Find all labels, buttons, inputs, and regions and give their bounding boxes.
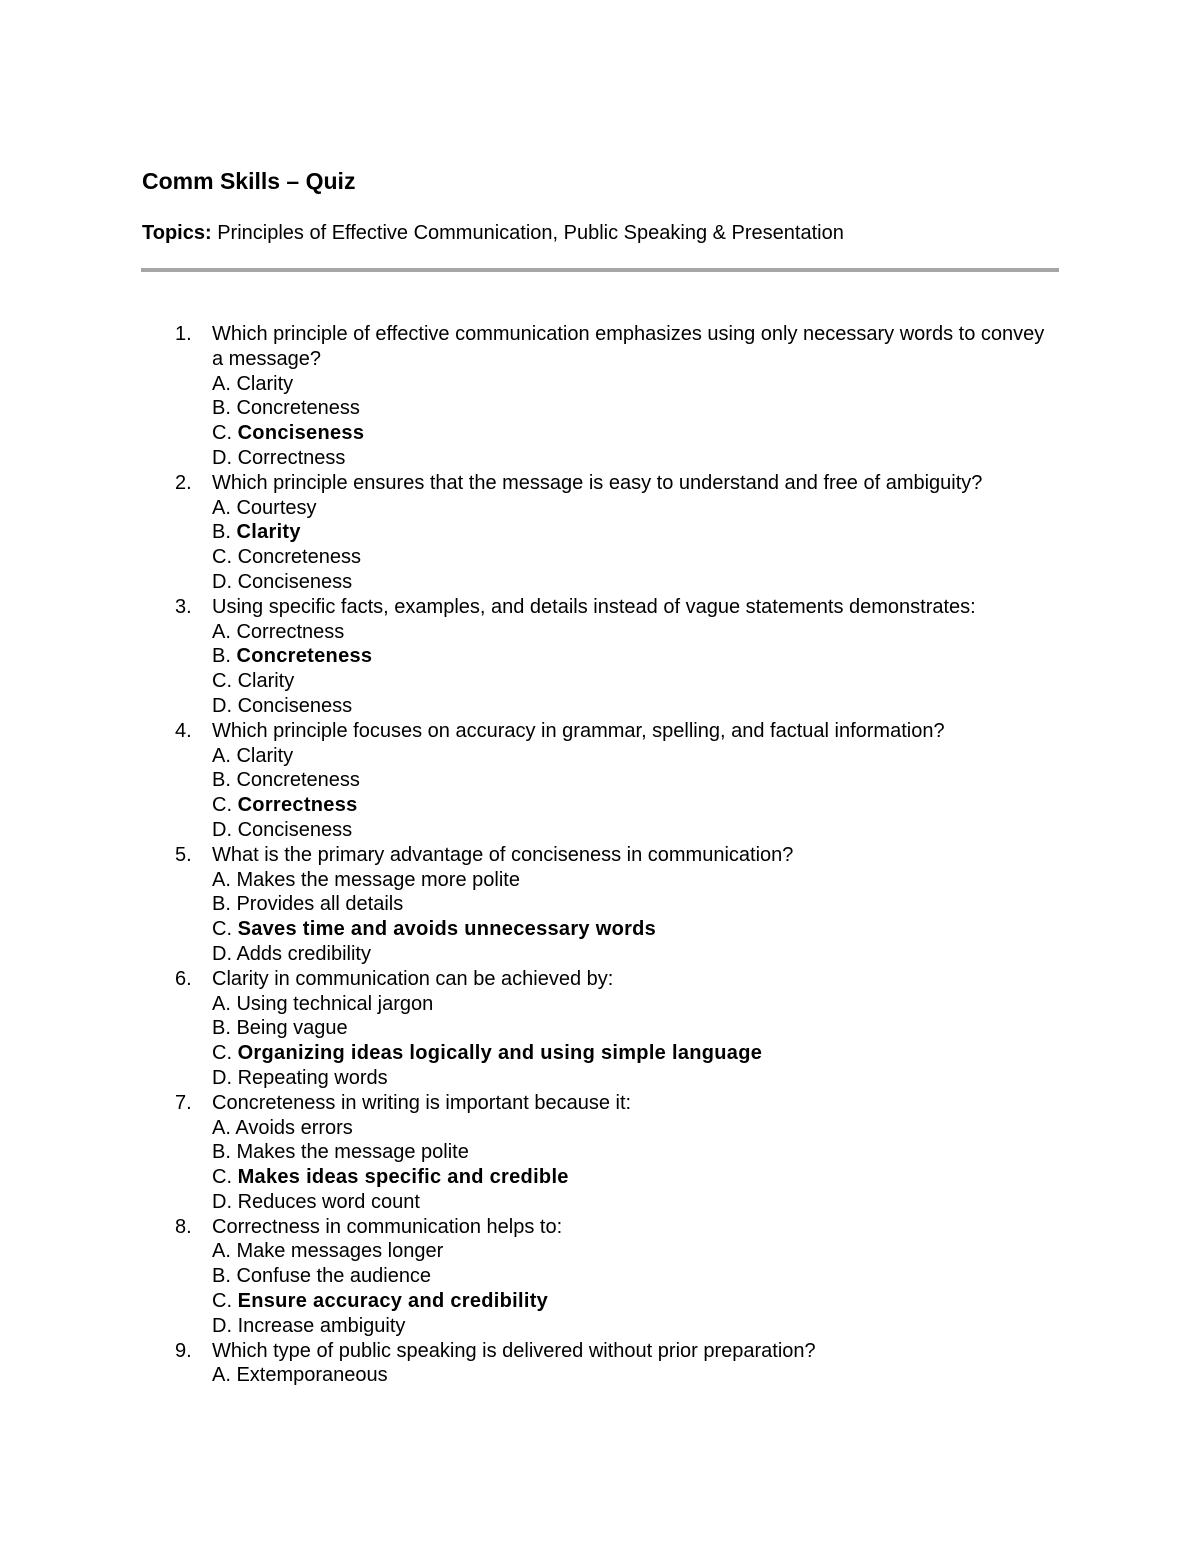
option-text: Reduces word count bbox=[237, 1190, 420, 1213]
answer-option-correct bbox=[212, 1041, 1050, 1066]
option-text: Confuse the audience bbox=[236, 1265, 432, 1288]
option-text: Provides all details bbox=[236, 893, 404, 916]
option-text: Ensure accuracy and credibility bbox=[237, 1290, 549, 1313]
question-item bbox=[0, 1215, 1200, 1339]
option-text: Makes ideas specific and credible bbox=[237, 1166, 569, 1189]
option-letter: B. bbox=[212, 1141, 231, 1164]
answer-option-correct bbox=[212, 1289, 1050, 1314]
answer-option bbox=[212, 942, 1050, 967]
answer-option bbox=[212, 1016, 1050, 1041]
answer-option bbox=[212, 892, 1050, 917]
answer-option-correct bbox=[212, 421, 1050, 446]
option-letter: D. bbox=[212, 942, 232, 965]
answer-option-correct bbox=[212, 793, 1050, 818]
question-number: 5. bbox=[175, 843, 192, 866]
option-text: Increase ambiguity bbox=[237, 1314, 406, 1337]
option-letter: B. bbox=[212, 1265, 231, 1288]
option-letter: B. bbox=[212, 1017, 231, 1040]
option-text: Correctness bbox=[236, 620, 345, 643]
question-number: 8. bbox=[175, 1215, 192, 1238]
option-text: Being vague bbox=[236, 1017, 348, 1040]
question-item bbox=[0, 595, 1200, 719]
option-letter: A. bbox=[212, 496, 231, 519]
topics-label: Topics: bbox=[142, 222, 212, 244]
answer-option bbox=[212, 1239, 1050, 1264]
answer-option bbox=[212, 768, 1050, 793]
option-letter: A. bbox=[212, 868, 231, 891]
answer-option bbox=[212, 744, 1050, 769]
option-letter: B. bbox=[212, 893, 231, 916]
option-text: Conciseness bbox=[237, 694, 353, 717]
option-letter: A. bbox=[212, 1364, 231, 1387]
option-letter: C. bbox=[212, 422, 232, 445]
topics-line bbox=[142, 222, 844, 245]
answer-option-correct bbox=[212, 644, 1050, 669]
option-text: Clarity bbox=[237, 670, 295, 693]
horizontal-divider bbox=[141, 268, 1059, 272]
option-text: Clarity bbox=[236, 372, 294, 395]
answer-option bbox=[212, 818, 1050, 843]
answer-option bbox=[212, 868, 1050, 893]
answer-option bbox=[212, 620, 1050, 645]
option-letter: B. bbox=[212, 645, 231, 668]
option-letter: D. bbox=[212, 570, 232, 593]
option-text: Concreteness bbox=[236, 397, 360, 420]
question-number: 6. bbox=[175, 967, 192, 990]
question-item bbox=[0, 843, 1200, 967]
option-letter: D. bbox=[212, 1190, 232, 1213]
answer-option bbox=[212, 396, 1050, 421]
answer-option bbox=[212, 669, 1050, 694]
topics-value: Principles of Effective Communication, Public Speaking & Presentation bbox=[211, 222, 844, 244]
option-text: Concreteness bbox=[236, 645, 373, 668]
option-text: Extemporaneous bbox=[236, 1364, 388, 1387]
answer-option bbox=[212, 1066, 1050, 1091]
option-text: Conciseness bbox=[237, 422, 365, 445]
question-item bbox=[0, 719, 1200, 843]
option-letter: A. bbox=[212, 372, 231, 395]
question-item bbox=[0, 1339, 1200, 1389]
option-letter: D. bbox=[212, 1066, 232, 1089]
option-text: Correctness bbox=[237, 794, 358, 817]
option-letter: C. bbox=[212, 1042, 232, 1065]
answer-option-correct bbox=[212, 1165, 1050, 1190]
answer-option bbox=[212, 992, 1050, 1017]
question-number: 3. bbox=[175, 595, 192, 618]
question-number: 2. bbox=[175, 471, 192, 494]
option-text: Conciseness bbox=[237, 570, 353, 593]
option-text: Using technical jargon bbox=[236, 992, 434, 1015]
question-text: Which principle focuses on accuracy in grammar, spelling, and factual information? bbox=[212, 719, 945, 742]
question-item bbox=[0, 1091, 1200, 1215]
answer-option-correct bbox=[212, 917, 1050, 942]
option-letter: A. bbox=[212, 620, 231, 643]
option-letter: B. bbox=[212, 769, 231, 792]
option-text: Saves time and avoids unnecessary words bbox=[237, 918, 657, 941]
option-text: Clarity bbox=[236, 521, 301, 544]
question-text: Clarity in communication can be achieved by: bbox=[212, 967, 614, 990]
question-text: What is the primary advantage of conciseness in communication? bbox=[212, 843, 794, 866]
answer-option bbox=[212, 694, 1050, 719]
option-text: Organizing ideas logically and using simple language bbox=[237, 1042, 763, 1065]
option-text: Courtesy bbox=[236, 496, 317, 519]
option-letter: A. bbox=[212, 1240, 231, 1263]
option-letter: C. bbox=[212, 546, 232, 569]
option-letter: C. bbox=[212, 1166, 232, 1189]
option-text: Make messages longer bbox=[236, 1240, 444, 1263]
option-text: Concreteness bbox=[236, 769, 360, 792]
option-letter: A. bbox=[212, 1116, 231, 1139]
option-letter: C. bbox=[212, 794, 232, 817]
answer-option bbox=[212, 1140, 1050, 1165]
option-letter: A. bbox=[212, 744, 231, 767]
question-number: 7. bbox=[175, 1091, 192, 1114]
answer-option bbox=[212, 1264, 1050, 1289]
answer-option bbox=[212, 545, 1050, 570]
answer-option bbox=[212, 1116, 1050, 1141]
question-text: Correctness in communication helps to: bbox=[212, 1215, 563, 1238]
option-text: Makes the message more polite bbox=[236, 868, 520, 891]
option-letter: C. bbox=[212, 1290, 232, 1313]
option-text: Clarity bbox=[236, 744, 294, 767]
question-text: Using specific facts, examples, and details instead of vague statements demonstrates: bbox=[212, 595, 976, 618]
question-number: 4. bbox=[175, 719, 192, 742]
question-text: Concreteness in writing is important because it: bbox=[212, 1091, 632, 1114]
option-letter: B. bbox=[212, 521, 231, 544]
answer-option bbox=[212, 570, 1050, 595]
option-letter: A. bbox=[212, 992, 231, 1015]
question-number: 9. bbox=[175, 1339, 192, 1362]
option-letter: B. bbox=[212, 397, 231, 420]
question-item bbox=[0, 967, 1200, 1091]
answer-option bbox=[212, 1363, 1050, 1388]
question-item bbox=[0, 471, 1200, 595]
question-text: Which principle ensures that the message is easy to understand and free of ambiguity? bbox=[212, 471, 983, 494]
question-text: Which type of public speaking is delivered without prior preparation? bbox=[212, 1339, 816, 1362]
option-letter: D. bbox=[212, 446, 232, 469]
page-title: Comm Skills – Quiz bbox=[142, 168, 356, 194]
question-text: Which principle of effective communication emphasizes using only necessary words to convey a message? bbox=[212, 323, 1045, 370]
answer-option bbox=[212, 372, 1050, 397]
option-letter: D. bbox=[212, 694, 232, 717]
option-letter: D. bbox=[212, 1314, 232, 1337]
option-text: Repeating words bbox=[237, 1066, 388, 1089]
option-text: Correctness bbox=[237, 446, 346, 469]
question-item bbox=[0, 322, 1200, 471]
answer-option bbox=[212, 496, 1050, 521]
answer-option bbox=[212, 446, 1050, 471]
answer-option-correct bbox=[212, 520, 1050, 545]
option-text: Adds credibility bbox=[236, 942, 371, 965]
option-letter: C. bbox=[212, 670, 232, 693]
question-list bbox=[0, 322, 1200, 1388]
option-text: Makes the message polite bbox=[236, 1141, 469, 1164]
option-text: Conciseness bbox=[237, 818, 353, 841]
option-text: Avoids errors bbox=[235, 1116, 353, 1139]
option-letter: D. bbox=[212, 818, 232, 841]
question-number: 1. bbox=[175, 323, 192, 345]
answer-option bbox=[212, 1190, 1050, 1215]
answer-option bbox=[212, 1314, 1050, 1339]
option-letter: C. bbox=[212, 918, 232, 941]
option-text: Concreteness bbox=[237, 546, 361, 569]
